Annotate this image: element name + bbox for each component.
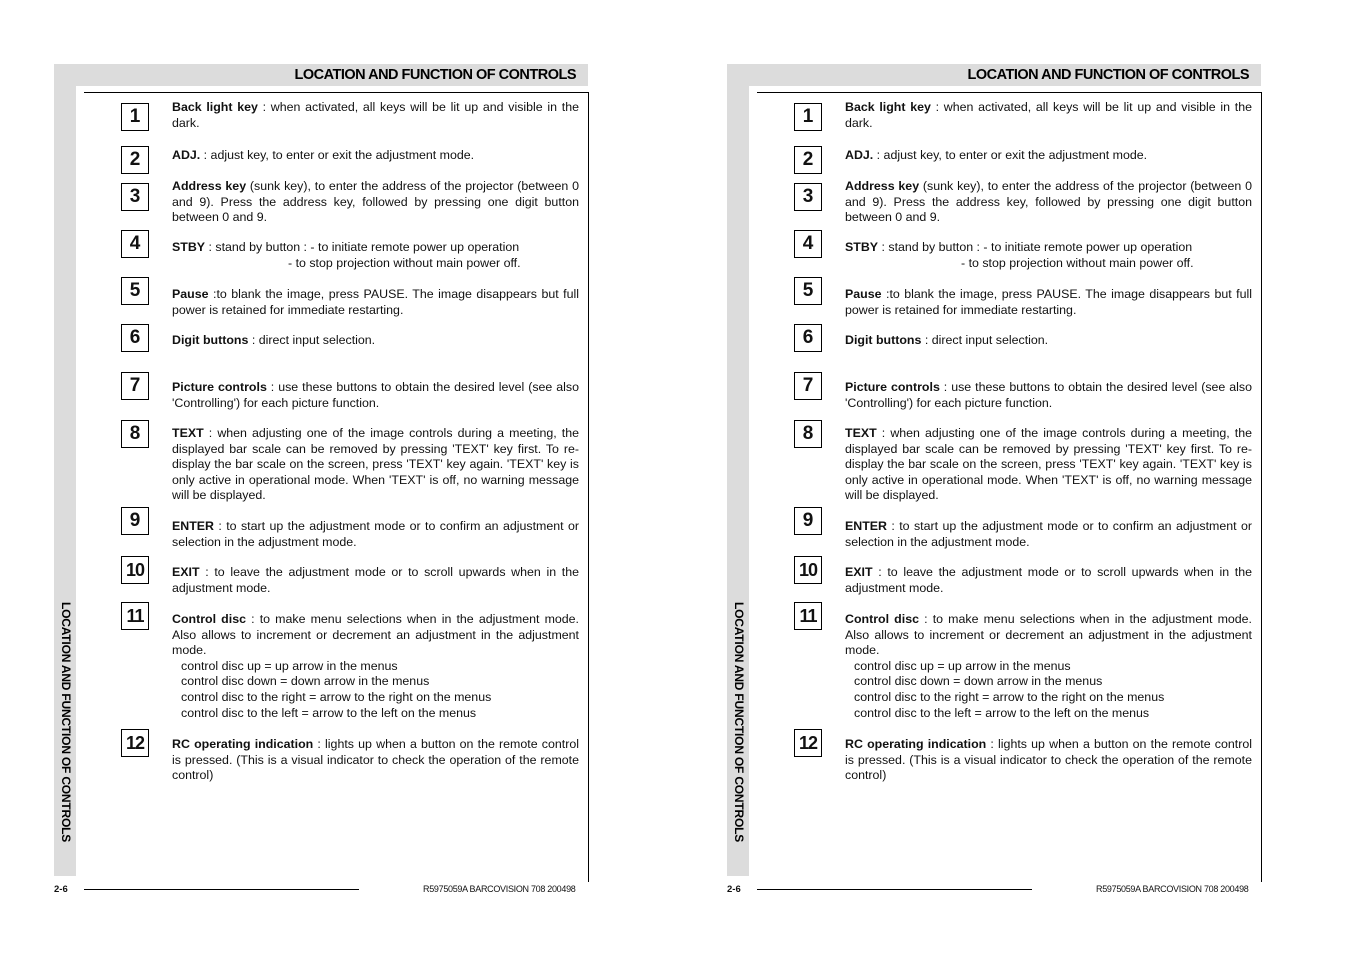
item-number: 7 [121, 372, 149, 400]
item-term: TEXT [172, 426, 204, 440]
item-term: Digit buttons [172, 333, 249, 347]
footer-page-number: 2-6 [54, 884, 68, 895]
item-text: : to make menu selections when in the adjustment mode. Also allows to increment or decrement an adjustment in the adjustment mode. [845, 612, 1253, 658]
right-rule [1261, 92, 1262, 882]
item-number: 7 [794, 372, 822, 400]
item-description [845, 240, 1252, 271]
item-text-line2: - to stop projection without main power off. [288, 255, 521, 270]
item-text: : to start up the adjustment mode or to confirm an adjustment or selection in the adjustment mode. [845, 519, 1252, 549]
item-description [845, 148, 1252, 164]
item-number: 11 [794, 602, 822, 630]
item-number: 6 [794, 324, 822, 352]
item-term: Control disc [845, 612, 919, 626]
item-number: 2 [121, 146, 149, 174]
item-text: : to leave the adjustment mode or to scroll upwards when in the adjustment mode. [845, 565, 1252, 595]
page-title: LOCATION AND FUNCTION OF CONTROLS [294, 67, 576, 83]
item-text: : direct input selection. [921, 333, 1049, 347]
item-term: ENTER [845, 519, 887, 533]
item-term: Pause [845, 287, 882, 301]
item-number: 5 [121, 277, 149, 305]
item-number: 4 [121, 230, 149, 258]
item-subline: control disc to the left = arrow to the left on the menus [181, 705, 477, 720]
item-description [845, 612, 1252, 721]
item-description [172, 519, 579, 550]
side-label: LOCATION AND FUNCTION OF CONTROLS [732, 602, 746, 843]
right-page [673, 0, 1348, 954]
right-rule [588, 92, 589, 882]
item-number: 8 [794, 420, 822, 448]
item-term: Address key [172, 179, 247, 193]
item-description [845, 426, 1252, 504]
item-term: ADJ. [172, 148, 201, 162]
item-subline: control disc down = down arrow in the menus [854, 674, 1103, 689]
item-term: Picture controls [172, 380, 267, 394]
page-title: LOCATION AND FUNCTION OF CONTROLS [967, 67, 1249, 83]
item-text: : use these buttons to obtain the desired level (see also 'Controlling') for each picture function. [845, 380, 1252, 410]
item-description [172, 612, 579, 721]
item-description [845, 287, 1252, 318]
item-term: Address key [845, 179, 920, 193]
item-description [172, 100, 579, 131]
item-description [172, 426, 579, 504]
item-text: : stand by button : - to initiate remote power up operation [878, 240, 1193, 254]
item-text: (sunk key), to enter the address of the projector (between 0 and 9). Press the address key, followed by pressing one digit button between 0 and 9. [172, 179, 579, 225]
item-description [845, 179, 1252, 226]
item-subline: control disc up = up arrow in the menus [181, 658, 398, 673]
header-band [749, 64, 1261, 86]
item-description [172, 287, 579, 318]
item-text-line2: - to stop projection without main power off. [961, 255, 1194, 270]
item-text: :to blank the image, press PAUSE. The image disappears but full power is retained for immediate restarting. [172, 287, 579, 317]
left-page [0, 0, 675, 954]
item-text: : when adjusting one of the image controls during a meeting, the displayed bar scale can be removed by pressing 'TEXT' key first. To re-display the bar scale on the screen, press 'TEXT' key again. 'TEXT' key is only active in operational mode. When 'TEXT' is off, no warning message will be displayed. [845, 426, 1252, 503]
item-number: 2 [794, 146, 822, 174]
item-description [172, 565, 579, 596]
item-description [845, 737, 1252, 784]
item-subline: control disc to the right = arrow to the right on the menus [854, 689, 1165, 704]
item-term: EXIT [172, 565, 200, 579]
item-number: 1 [794, 103, 822, 131]
item-text: : direct input selection. [248, 333, 376, 347]
item-subline: control disc to the right = arrow to the right on the menus [181, 689, 492, 704]
footer-reference: R5975059A BARCOVISION 708 200498 [423, 884, 576, 894]
item-description [845, 380, 1252, 411]
footer-divider [757, 889, 1032, 890]
item-text: : lights up when a button on the remote control is pressed. (This is a visual indicator to check the operation of the remote control) [172, 737, 579, 783]
footer-page-number: 2-6 [727, 884, 741, 895]
header-divider [84, 92, 589, 93]
item-description [845, 519, 1252, 550]
item-text: : to make menu selections when in the adjustment mode. Also allows to increment or decrement an adjustment in the adjustment mode. [172, 612, 580, 658]
item-term: Control disc [172, 612, 246, 626]
item-number: 10 [794, 556, 822, 584]
item-subline: control disc up = up arrow in the menus [854, 658, 1071, 673]
item-text: : adjust key, to enter or exit the adjustment mode. [200, 148, 475, 162]
item-text: : lights up when a button on the remote control is pressed. (This is a visual indicator to check the operation of the remote control) [845, 737, 1252, 783]
side-label: LOCATION AND FUNCTION OF CONTROLS [59, 602, 73, 843]
item-number: 9 [121, 507, 149, 535]
item-description [172, 737, 579, 784]
footer-reference: R5975059A BARCOVISION 708 200498 [1096, 884, 1249, 894]
item-text: : when activated, all keys will be lit up and visible in the dark. [845, 100, 1252, 130]
item-text: : use these buttons to obtain the desired level (see also 'Controlling') for each picture function. [172, 380, 579, 410]
item-description [172, 148, 579, 164]
item-term: EXIT [845, 565, 873, 579]
item-text: : stand by button : - to initiate remote power up operation [205, 240, 520, 254]
header-band [76, 64, 588, 86]
item-description [172, 333, 579, 349]
item-term: TEXT [845, 426, 877, 440]
item-description [845, 333, 1252, 349]
item-number: 6 [121, 324, 149, 352]
item-text: : to leave the adjustment mode or to scroll upwards when in the adjustment mode. [172, 565, 579, 595]
item-number: 5 [794, 277, 822, 305]
item-text: : adjust key, to enter or exit the adjustment mode. [873, 148, 1148, 162]
item-term: RC operating indication [172, 737, 314, 751]
item-term: STBY [172, 240, 206, 254]
item-subline: control disc down = down arrow in the menus [181, 674, 430, 689]
footer-divider [84, 889, 359, 890]
item-number: 12 [121, 729, 149, 757]
item-subline: control disc to the left = arrow to the left on the menus [854, 705, 1150, 720]
item-number: 3 [121, 183, 149, 211]
item-description [172, 240, 579, 271]
item-term: Back light key [845, 100, 931, 114]
item-description [172, 179, 579, 226]
item-description [845, 100, 1252, 131]
item-number: 3 [794, 183, 822, 211]
item-number: 4 [794, 230, 822, 258]
item-number: 1 [121, 103, 149, 131]
item-term: Digit buttons [845, 333, 922, 347]
item-term: ENTER [172, 519, 214, 533]
item-description [172, 380, 579, 411]
item-text: : when activated, all keys will be lit up and visible in the dark. [172, 100, 579, 130]
item-text: : when adjusting one of the image controls during a meeting, the displayed bar scale can be removed by pressing 'TEXT' key first. To re-display the bar scale on the screen, press 'TEXT' key again. 'TEXT' key is only active in operational mode. When 'TEXT' is off, no warning message will be displayed. [172, 426, 579, 503]
item-text: :to blank the image, press PAUSE. The image disappears but full power is retained for immediate restarting. [845, 287, 1252, 317]
item-text: : to start up the adjustment mode or to confirm an adjustment or selection in the adjustment mode. [172, 519, 579, 549]
item-number: 10 [121, 556, 149, 584]
item-term: STBY [845, 240, 879, 254]
item-term: Pause [172, 287, 209, 301]
item-number: 9 [794, 507, 822, 535]
item-description [845, 565, 1252, 596]
item-term: Picture controls [845, 380, 940, 394]
header-divider [757, 92, 1262, 93]
item-number: 12 [794, 729, 822, 757]
item-term: ADJ. [845, 148, 874, 162]
item-number: 8 [121, 420, 149, 448]
item-term: RC operating indication [845, 737, 987, 751]
item-number: 11 [121, 602, 149, 630]
item-text: (sunk key), to enter the address of the projector (between 0 and 9). Press the address key, followed by pressing one digit button between 0 and 9. [845, 179, 1252, 225]
item-term: Back light key [172, 100, 258, 114]
